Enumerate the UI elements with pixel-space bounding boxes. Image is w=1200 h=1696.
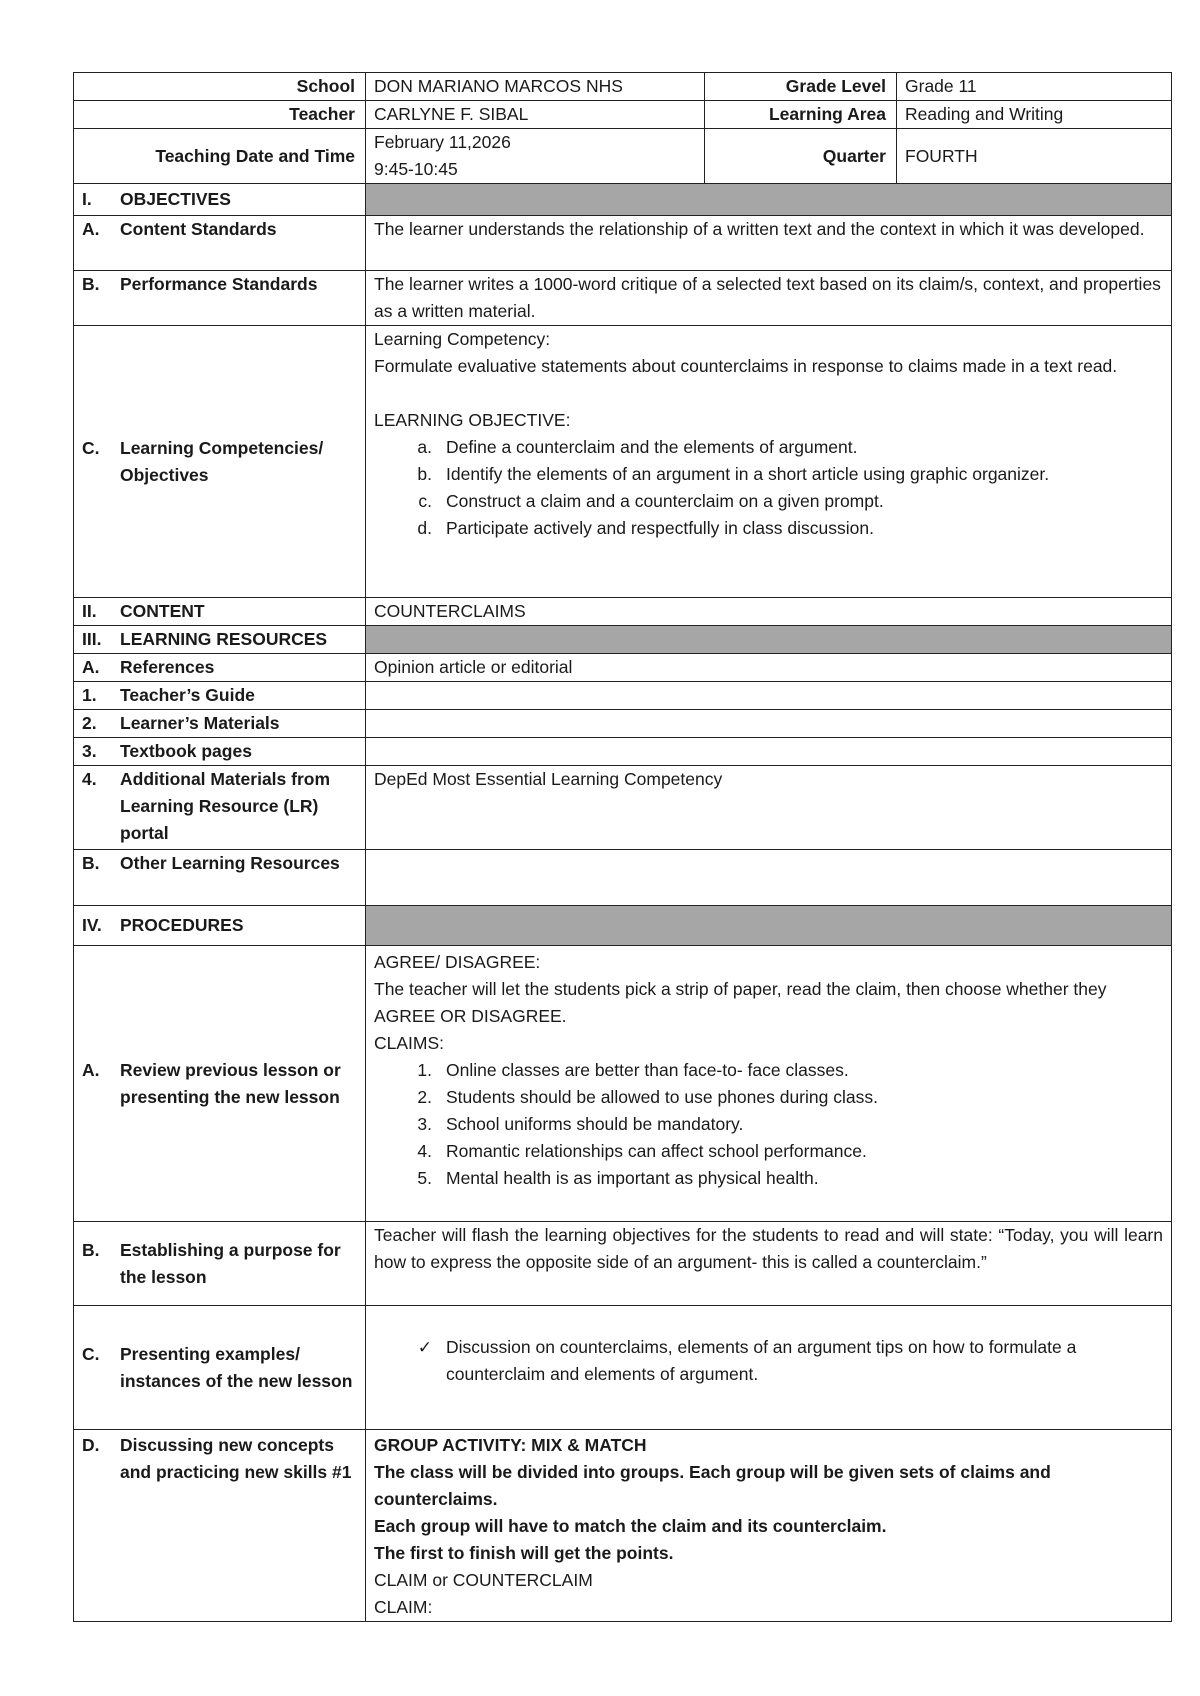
lc-text: Formulate evaluative statements about counterclaims in response to claims made in a text read. [374,356,1118,376]
date-time-value [366,129,705,184]
examples-label: C. Presenting examples/ instances of the new lesson [74,1306,366,1430]
list-item: 2. Students should be allowed to use phones during class. [417,1087,878,1107]
lo-list [374,434,1163,542]
learning-competencies-content [366,326,1172,598]
learning-area-value: Reading and Writing [897,101,1172,129]
lesson-plan-table [73,72,1172,1622]
list-item: 1. Online classes are better than face-to- face classes. [417,1060,849,1080]
performance-standards-label: B. Performance Standards [74,271,366,326]
discussing-label: D. Discussing new concepts and practicing new skills #1 [74,1430,366,1622]
procedures-heading: IV. PROCEDURES [74,906,366,946]
resources-shaded-cell [366,626,1172,654]
list-item: c. Construct a claim and a counterclaim on a given prompt. [418,491,884,511]
claims-heading: CLAIMS: [374,1033,445,1053]
learning-competencies-label: C. Learning Competencies/ Objectives [74,326,366,598]
purpose-text: Teacher will flash the learning objectives for the students to read and will state: “Today, you will learn how to express the opposite side of an argument- this is called a counterclaim.” [366,1222,1172,1306]
claims-list [374,1057,1163,1192]
teacher-value: CARLYNE F. SIBAL [366,101,705,129]
teachers-guide-label: 1. Teacher’s Guide [74,682,366,710]
textbook-pages-label: 3. Textbook pages [74,738,366,766]
objectives-heading: I. OBJECTIVES [74,184,366,216]
additional-materials-label: 4. Additional Materials from Learning Resource (LR) portal [74,766,366,850]
procedures-shaded-cell [366,906,1172,946]
grade-level-label: Grade Level [705,73,897,101]
learning-resources-heading: III. LEARNING RESOURCES [74,626,366,654]
quarter-label: Quarter [705,129,897,184]
list-item: 4. Romantic relationships can affect school performance. [417,1141,867,1161]
teaching-time: 9:45-10:45 [374,159,458,179]
checkmark-icon: ✓ [417,1338,432,1357]
group-activity-title: GROUP ACTIVITY: MIX & MATCH [374,1435,647,1455]
school-value: DON MARIANO MARCOS NHS [366,73,705,101]
content-standards-text: The learner understands the relationship of a written text and the context in which it was developed. [366,216,1172,271]
list-item: 3. School uniforms should be mandatory. [417,1114,744,1134]
content-heading: II. CONTENT [74,598,366,626]
learning-area-label: Learning Area [705,101,897,129]
agree-disagree-heading: AGREE/ DISAGREE: [374,952,541,972]
activity-line-5: CLAIM: [374,1597,433,1617]
performance-standards-text: The learner writes a 1000-word critique of a selected text based on its claim/s, context, and properties as a written material. [366,271,1172,326]
list-item: b. Identify the elements of an argument in a short article using graphic organizer. [417,464,1050,484]
learners-materials-label: 2. Learner’s Materials [74,710,366,738]
other-resources-label: B. Other Learning Resources [74,850,366,906]
content-standards-label: A. Content Standards [74,216,366,271]
references-label: A. References [74,654,366,682]
teachers-guide-value [366,682,1172,710]
lo-heading: LEARNING OBJECTIVE: [374,410,571,430]
review-lesson-content [366,946,1172,1222]
activity-line-4: CLAIM or COUNTERCLAIM [374,1570,593,1590]
activity-line-3: The first to finish will get the points. [374,1543,674,1563]
examples-list [374,1334,1163,1388]
grade-level-value: Grade 11 [897,73,1172,101]
activity-line-2: Each group will have to match the claim and its counterclaim. [374,1516,887,1536]
learners-materials-value [366,710,1172,738]
content-value: COUNTERCLAIMS [366,598,1172,626]
examples-content [366,1306,1172,1430]
teaching-date: February 11,2026 [374,132,511,152]
list-item: d. Participate actively and respectfully in class discussion. [417,518,874,538]
textbook-pages-value [366,738,1172,766]
purpose-label: B. Establishing a purpose for the lesson [74,1222,366,1306]
list-item: 5. Mental health is as important as physical health. [417,1168,819,1188]
quarter-value: FOURTH [897,129,1172,184]
lesson-plan-page [73,72,1171,1622]
other-resources-value [366,850,1172,906]
references-value: Opinion article or editorial [366,654,1172,682]
discussing-content [366,1430,1172,1622]
agree-disagree-intro: The teacher will let the students pick a strip of paper, read the claim, then choose whether they AGREE OR DISAGREE. [374,979,1107,1026]
date-time-label: Teaching Date and Time [74,129,366,184]
list-item: ✓ Discussion on counterclaims, elements of an argument tips on how to formulate a counterclaim and elements of argument. [374,1334,1163,1388]
additional-materials-value: DepEd Most Essential Learning Competency [366,766,1172,850]
lc-heading: Learning Competency: [374,329,551,349]
activity-line-1: The class will be divided into groups. Each group will be given sets of claims and counterclaims. [374,1462,1051,1509]
list-item: a. Define a counterclaim and the elements of argument. [417,437,858,457]
teacher-label: Teacher [74,101,366,129]
objectives-shaded-cell [366,184,1172,216]
school-label: School [74,73,366,101]
review-lesson-label: A. Review previous lesson or presenting the new lesson [74,946,366,1222]
